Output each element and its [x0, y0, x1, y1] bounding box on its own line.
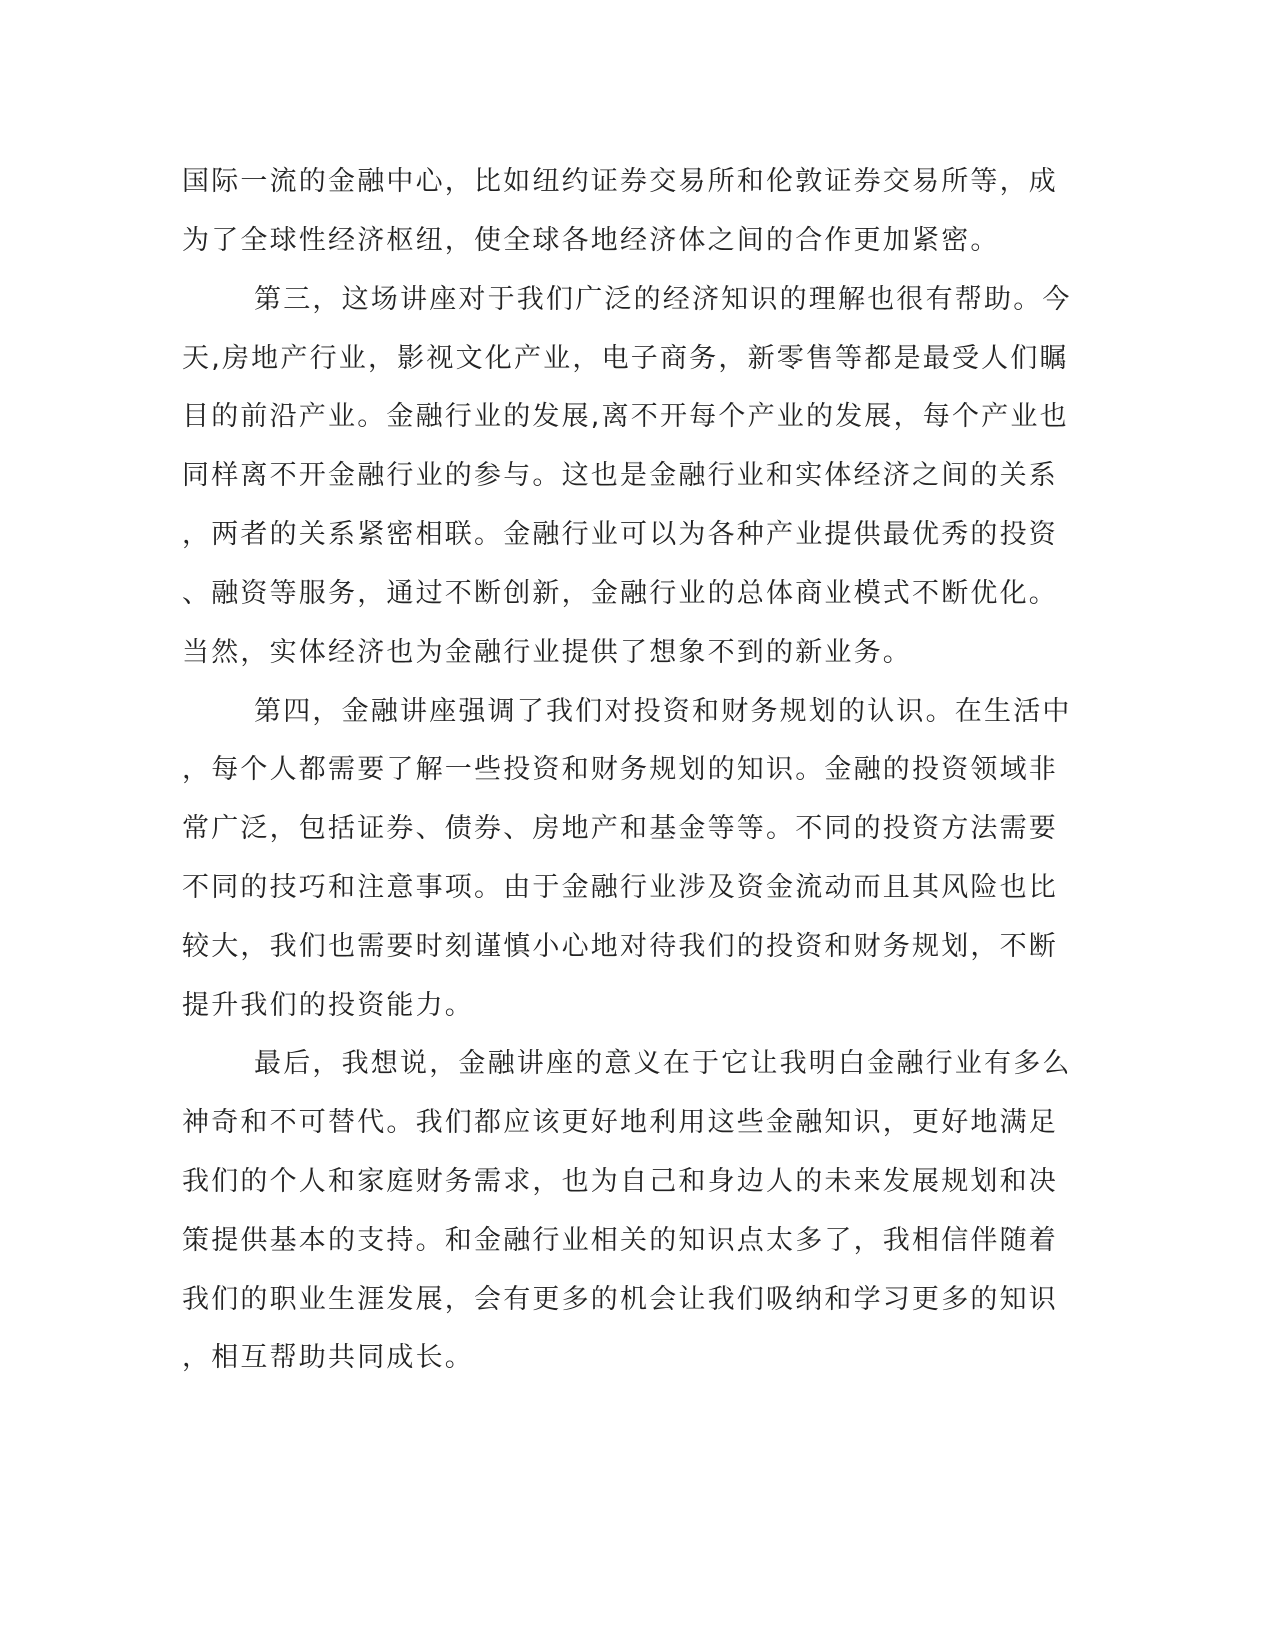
paragraph-first-line: 第四，金融讲座强调了我们对投资和财务规划的认识。在生活中	[254, 696, 1072, 727]
text-line: 天,房地产行业，影视文化产业，电子商务，新零售等都是最受人们瞩	[182, 343, 1069, 374]
text-line: 当然，实体经济也为金融行业提供了想象不到的新业务。	[182, 637, 912, 668]
text-line: 国际一流的金融中心，比如纽约证券交易所和伦敦证券交易所等，成	[182, 166, 1058, 197]
text-line: 为了全球性经济枢纽，使全球各地经济体之间的合作更加紧密。	[182, 225, 1000, 256]
text-line: 较大，我们也需要时刻谨慎小心地对待我们的投资和财务规划，不断	[182, 931, 1058, 962]
paragraph-first-line: 第三，这场讲座对于我们广泛的经济知识的理解也很有帮助。今	[254, 284, 1072, 315]
text-line: 提升我们的投资能力。	[182, 990, 474, 1021]
text-line: 常广泛，包括证券、债券、房地产和基金等等。不同的投资方法需要	[182, 813, 1058, 844]
text-line: 我们的个人和家庭财务需求，也为自己和身边人的未来发展规划和决	[182, 1166, 1058, 1197]
text-line: 目的前沿产业。金融行业的发展,离不开每个产业的发展，每个产业也	[182, 401, 1069, 432]
text-line: 不同的技巧和注意事项。由于金融行业涉及资金流动而且其风险也比	[182, 872, 1058, 903]
text-line: 、融资等服务，通过不断创新，金融行业的总体商业模式不断优化。	[182, 578, 1058, 609]
text-line: ，相互帮助共同成长。	[182, 1342, 474, 1373]
paragraph-first-line: 最后，我想说，金融讲座的意义在于它让我明白金融行业有多么	[254, 1048, 1072, 1079]
text-line: ，每个人都需要了解一些投资和财务规划的知识。金融的投资领域非	[182, 754, 1058, 785]
text-line: 策提供基本的支持。和金融行业相关的知识点太多了，我相信伴随着	[182, 1225, 1058, 1256]
text-line: ，两者的关系紧密相联。金融行业可以为各种产业提供最优秀的投资	[182, 519, 1058, 550]
text-line: 同样离不开金融行业的参与。这也是金融行业和实体经济之间的关系	[182, 460, 1058, 491]
text-line: 神奇和不可替代。我们都应该更好地利用这些金融知识，更好地满足	[182, 1107, 1058, 1138]
text-line: 我们的职业生涯发展，会有更多的机会让我们吸纳和学习更多的知识	[182, 1284, 1058, 1315]
